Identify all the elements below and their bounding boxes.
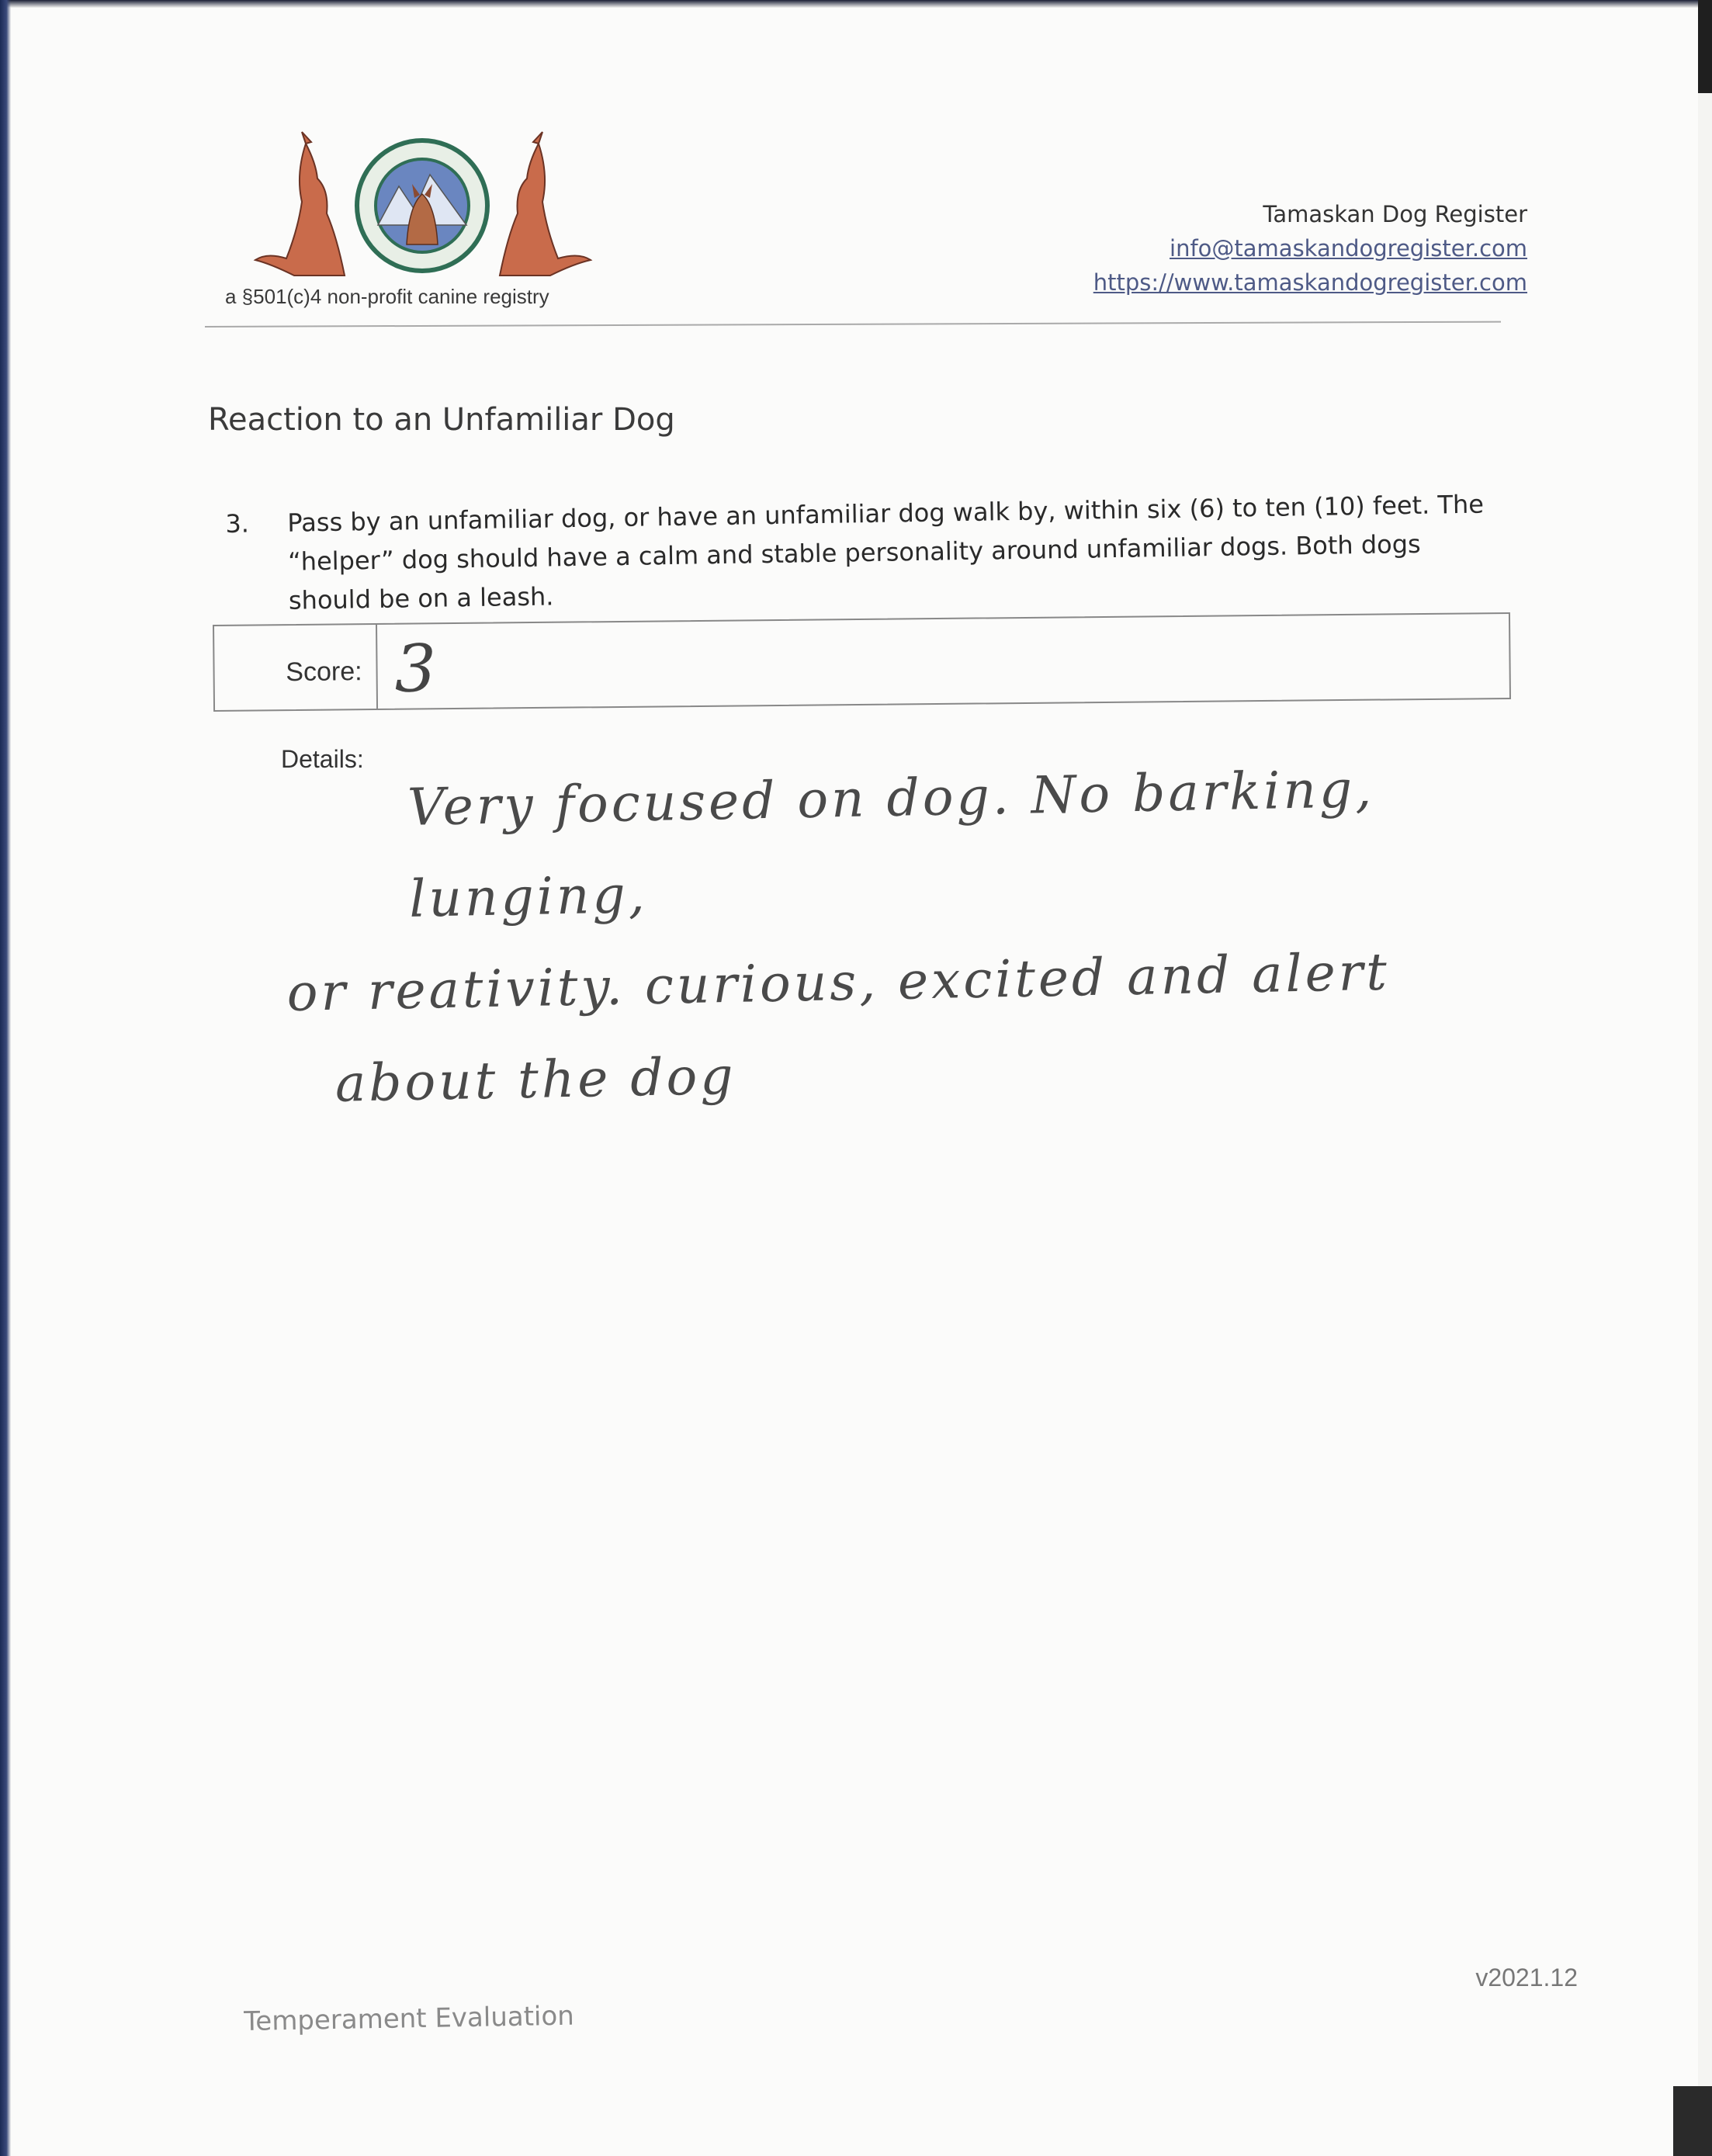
register-logo bbox=[240, 128, 605, 283]
scan-edge-left bbox=[0, 0, 11, 2156]
scan-edge-top bbox=[0, 0, 1712, 8]
section-title: Reaction to an Unfamiliar Dog bbox=[208, 402, 675, 438]
org-name: Tamaskan Dog Register bbox=[1263, 201, 1527, 227]
question-number: 3. bbox=[225, 508, 250, 539]
seal-icon bbox=[357, 140, 487, 271]
score-value: 3 bbox=[394, 630, 437, 707]
details-label: Details: bbox=[281, 745, 364, 773]
email-link[interactable]: info@tamaskandogregister.com bbox=[1170, 235, 1527, 262]
details-line-3: about the dog bbox=[334, 1045, 737, 1114]
details-line-2: or reativity. curious, excited and alert bbox=[286, 941, 1391, 1023]
question-text: Pass by an unfamiliar dog, or have an unfamiliar dog walk by, within six (6) to ten (10) feet. The “helper” dog should have a calm and stable personality around unfamiliar dogs. Both dogs should be on a leash. bbox=[287, 489, 1485, 615]
version-label: v2021.12 bbox=[1475, 1964, 1578, 1991]
score-box bbox=[213, 612, 1511, 712]
right-wolf-icon bbox=[500, 132, 591, 276]
details-line-1: Very focused on dog. No barking, lunging, bbox=[407, 759, 1375, 929]
tagline: a §501(c)4 non-profit canine registry bbox=[225, 285, 549, 308]
scan-edge-corner bbox=[1673, 2086, 1712, 2156]
org-contact bbox=[1093, 197, 1527, 300]
header-divider bbox=[205, 321, 1501, 328]
scan-edge-right bbox=[1698, 0, 1712, 93]
handwritten-details bbox=[282, 740, 1562, 1131]
website-link[interactable]: https://www.tamaskandogregister.com bbox=[1093, 269, 1527, 296]
score-label: Score: bbox=[214, 625, 378, 710]
left-wolf-icon bbox=[255, 132, 345, 276]
question-item bbox=[225, 484, 1507, 621]
document-page bbox=[11, 8, 1698, 2156]
footer-title: Temperament Evaluation bbox=[244, 2000, 575, 2037]
